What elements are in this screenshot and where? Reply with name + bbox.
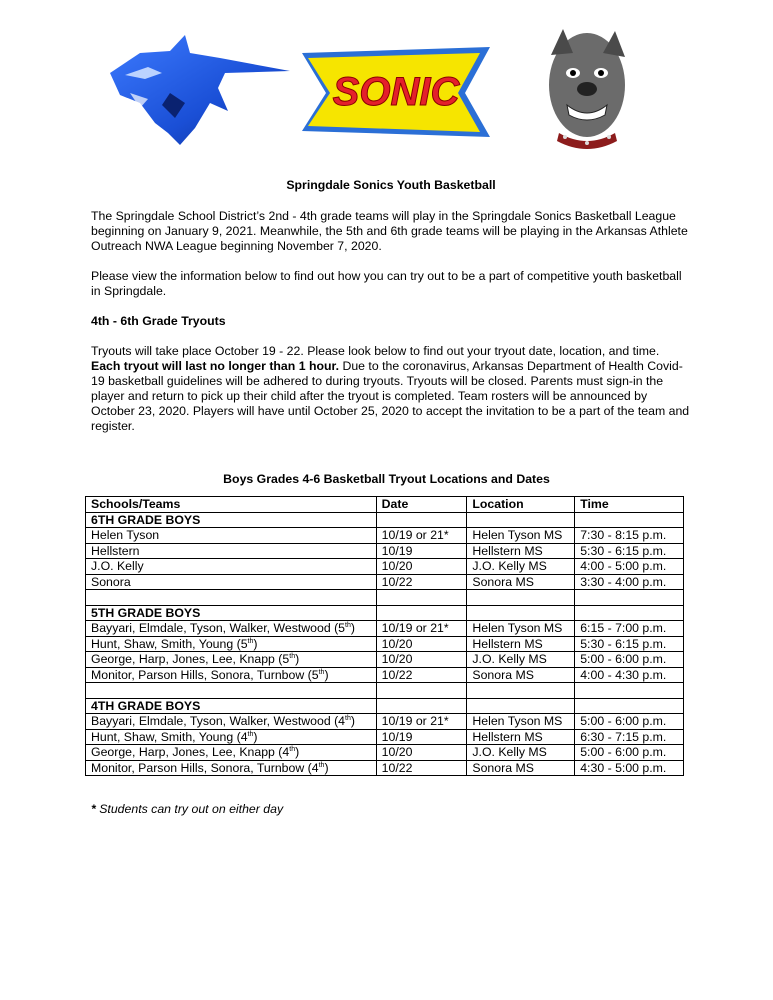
header-time: Time: [575, 497, 684, 513]
intro-paragraph: The Springdale School District’s 2nd - 4th grade teams will play in the Springdale Sonics Basketball League beginning on January 9, 2021. Meanwhile, the 5th and 6th grade teams will be playing in the Arkansas Athlete Outreach NWA League beginning November 7, 2020.: [91, 209, 688, 253]
cell-location: Helen Tyson MS: [467, 528, 575, 544]
footnote-text: Students can try out on either day: [95, 802, 284, 816]
cell-time: 4:00 - 5:00 p.m.: [575, 559, 684, 575]
group-label-4th: 4TH GRADE BOYS: [86, 698, 377, 714]
cell-location: Sonora MS: [467, 760, 575, 776]
cell-date: 10/22: [376, 760, 467, 776]
cell-date: 10/22: [376, 667, 467, 683]
footnote: [91, 802, 283, 816]
header-schools: Schools/Teams: [86, 497, 377, 513]
group-row: [86, 698, 684, 714]
cell-date: 10/20: [376, 652, 467, 668]
cell-date: 10/20: [376, 745, 467, 761]
cell-time: 5:30 - 6:15 p.m.: [575, 543, 684, 559]
cell-time: 7:30 - 8:15 p.m.: [575, 528, 684, 544]
spacer-row: [86, 590, 684, 606]
cell-location: Hellstern MS: [467, 729, 575, 745]
cell-date: 10/19 or 21*: [376, 621, 467, 637]
table-row: [86, 729, 684, 745]
table-row: [86, 559, 684, 575]
logo-row: [0, 25, 773, 155]
cell-school: Hunt, Shaw, Smith, Young (5th): [86, 636, 377, 652]
tryouts-text-1: Tryouts will take place October 19 - 22. Please look below to find out your tryout date, location, and time.: [91, 344, 660, 358]
group-label-5th: 5TH GRADE BOYS: [86, 605, 377, 621]
document-body: [91, 178, 691, 449]
table-row: [86, 667, 684, 683]
cell-school: Bayyari, Elmdale, Tyson, Walker, Westwood (5th): [86, 621, 377, 637]
cell-time: 6:30 - 7:15 p.m.: [575, 729, 684, 745]
table-row: [86, 714, 684, 730]
cell-time: 5:00 - 6:00 p.m.: [575, 745, 684, 761]
cell-location: Hellstern MS: [467, 636, 575, 652]
cell-date: 10/20: [376, 559, 467, 575]
cell-school: George, Harp, Jones, Lee, Knapp (5th): [86, 652, 377, 668]
cell-school: J.O. Kelly: [86, 559, 377, 575]
cell-school: Helen Tyson: [86, 528, 377, 544]
cell-location: Helen Tyson MS: [467, 714, 575, 730]
cell-school: Monitor, Parson Hills, Sonora, Turnbow (4th): [86, 760, 377, 776]
tryouts-bold-text: Each tryout will last no longer than 1 hour.: [91, 359, 340, 373]
table-title: Boys Grades 4-6 Basketball Tryout Locations and Dates: [223, 472, 550, 486]
cell-date: 10/20: [376, 636, 467, 652]
cell-school: Monitor, Parson Hills, Sonora, Turnbow (5th): [86, 667, 377, 683]
cell-location: Sonora MS: [467, 574, 575, 590]
cell-school: Bayyari, Elmdale, Tyson, Walker, Westwood (4th): [86, 714, 377, 730]
cell-date: 10/19: [376, 729, 467, 745]
group-label-6th: 6TH GRADE BOYS: [86, 512, 377, 528]
tryouts-heading: 4th - 6th Grade Tryouts: [91, 314, 226, 328]
cell-time: 6:15 - 7:00 p.m.: [575, 621, 684, 637]
table-row: [86, 745, 684, 761]
group-row: [86, 605, 684, 621]
header-date: Date: [376, 497, 467, 513]
cell-date: 10/19 or 21*: [376, 714, 467, 730]
table-row: [86, 621, 684, 637]
cell-date: 10/19 or 21*: [376, 528, 467, 544]
cell-location: Helen Tyson MS: [467, 621, 575, 637]
view-info-paragraph: Please view the information below to find out how you can try out to be a part of competitive youth basketball in Springdale.: [91, 269, 682, 298]
table-row: [86, 528, 684, 544]
cell-school: Sonora: [86, 574, 377, 590]
sonic-logo-icon: [300, 45, 492, 140]
page-title: Springdale Sonics Youth Basketball: [286, 178, 496, 192]
cell-time: 4:30 - 5:00 p.m.: [575, 760, 684, 776]
cell-date: 10/22: [376, 574, 467, 590]
table-row: [86, 574, 684, 590]
cell-time: 5:00 - 6:00 p.m.: [575, 652, 684, 668]
bulldog-logo-icon: [545, 25, 630, 150]
cell-location: Hellstern MS: [467, 543, 575, 559]
table-header-row: [86, 497, 684, 513]
footnote-star: *: [91, 802, 96, 816]
spacer-row: [86, 683, 684, 699]
cell-date: 10/19: [376, 543, 467, 559]
table-row: [86, 543, 684, 559]
tryout-table: [85, 496, 684, 776]
table-row: [86, 636, 684, 652]
tryouts-paragraph: [91, 344, 691, 434]
sonic-logo-text: SONIC: [332, 70, 460, 114]
cell-time: 5:30 - 6:15 p.m.: [575, 636, 684, 652]
cell-location: J.O. Kelly MS: [467, 652, 575, 668]
tryouts-text-2: Due to the coronavirus, Arkansas Department of Health Covid-19 basketball guidelines will be adhered to during tryouts. Tryouts will be closed. Parents must sign-in the player and return to pick up their child after the tryout is completed. Team rosters will be announced by October 23, 2020. Players will have until October 25, 2020 to accept the invitation to be a part of the team and register.: [91, 359, 690, 433]
cell-time: 4:00 - 4:30 p.m.: [575, 667, 684, 683]
cell-time: 3:30 - 4:00 p.m.: [575, 574, 684, 590]
cell-location: J.O. Kelly MS: [467, 559, 575, 575]
cell-school: George, Harp, Jones, Lee, Knapp (4th): [86, 745, 377, 761]
cell-location: J.O. Kelly MS: [467, 745, 575, 761]
cell-time: 5:00 - 6:00 p.m.: [575, 714, 684, 730]
cell-school: Hellstern: [86, 543, 377, 559]
table-row: [86, 760, 684, 776]
panther-logo-icon: [100, 33, 300, 148]
table-row: [86, 652, 684, 668]
cell-location: Sonora MS: [467, 667, 575, 683]
cell-school: Hunt, Shaw, Smith, Young (4th): [86, 729, 377, 745]
header-location: Location: [467, 497, 575, 513]
group-row: [86, 512, 684, 528]
